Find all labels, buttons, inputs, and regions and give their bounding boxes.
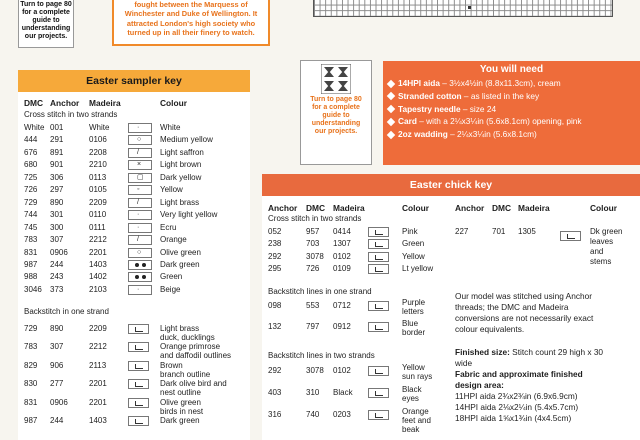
stitch-symbol-swatch (128, 148, 152, 158)
chick-dmc: 553 (306, 301, 320, 310)
finished-size-line: Finished size: Stitch count 29 high x 30 (455, 347, 604, 357)
sampler-anchor: 244 (50, 416, 64, 425)
stitch-chart-grid (313, 0, 613, 17)
sampler-colour: Brown (160, 360, 183, 370)
fabric-heading: design area: (455, 380, 504, 390)
sampler-anchor: 0906 (50, 247, 68, 257)
sampler-colour-line2: branch outline (160, 369, 211, 379)
sampler-anchor: 307 (50, 235, 64, 245)
backstitch-swatch (368, 388, 389, 398)
cross-stitch-icon (321, 64, 351, 94)
sampler-colour: Dark yellow (160, 172, 202, 182)
colour-header: Colour (160, 98, 187, 108)
sampler-colour: Light saffron (160, 147, 204, 157)
you-will-need-title: You will need (479, 64, 544, 75)
stitch-symbol-mark: ○ (137, 248, 142, 256)
sampler-dmc: 988 (24, 272, 38, 282)
material-item: 2oz wadding – 2¼x3¼in (5.6x8.1cm) (388, 128, 640, 141)
stitch-symbol-swatch (128, 210, 152, 220)
materials-list (388, 77, 640, 141)
sampler-anchor: 306 (50, 172, 64, 182)
sampler-key-title: Easter sampler key (18, 70, 250, 92)
sampler-madeira: 0110 (89, 210, 107, 220)
chick-colour: border (402, 328, 426, 337)
stitch-symbol-mark: ○ (137, 136, 142, 144)
chick-madeira: 1305 (518, 227, 536, 236)
guide-note-line: guide to (32, 17, 60, 25)
chick-madeira: Black (333, 388, 353, 397)
chick-dmc: 726 (306, 263, 320, 273)
stitch-symbol-swatch (128, 198, 152, 208)
sampler-madeira: 2210 (89, 160, 107, 170)
sampler-madeira: 2209 (89, 197, 107, 207)
model-note-line: Our model was stitched using Anchor (455, 291, 592, 301)
chick-madeira: 1307 (333, 239, 351, 249)
sampler-dmc: White (24, 123, 45, 132)
stitch-symbol-swatch (128, 260, 152, 270)
guide-note-line: guide to (322, 112, 350, 120)
backstitch-swatch (368, 366, 389, 376)
chick-colour: Black (402, 385, 422, 394)
chick-anchor: 238 (268, 239, 282, 249)
chick-symbol-swatch (368, 227, 389, 237)
fabric-option: 11HPI aida 2¾x2¾in (6.9x6.9cm) (455, 391, 578, 401)
chick-dmc: 310 (306, 388, 320, 397)
madeira-header: Madeira (518, 203, 550, 213)
chick-colour: beak (402, 425, 420, 434)
story-line: Winchester and Duke of Wellington. It (124, 9, 258, 19)
sampler-colour: Yellow (160, 185, 183, 195)
sampler-colour: Green (160, 272, 183, 282)
chick-colour: Pink (402, 227, 418, 236)
material-item: Tapestry needle – size 24 (388, 103, 640, 116)
sampler-madeira: 2113 (89, 360, 107, 370)
chick-symbol-swatch (368, 252, 389, 262)
sampler-dmc: 725 (24, 172, 38, 182)
chick-colour: Yellow (402, 363, 425, 372)
sampler-anchor: 243 (50, 272, 64, 282)
chick-dmc: 3078 (306, 366, 324, 375)
fabric-option: 14HPI aida 2⅛x2¼in (5.4x5.7cm) (455, 402, 579, 412)
sampler-anchor: 307 (50, 342, 64, 352)
chick-colour: Orange (402, 407, 429, 416)
diamond-bullet-icon (387, 118, 395, 126)
sampler-colour: Light brass (160, 324, 200, 333)
chick-colour: feet and (402, 416, 431, 425)
chick-colour: Purple (402, 298, 426, 307)
sampler-colour: Olive green (160, 247, 201, 257)
stitch-symbol-swatch (128, 235, 152, 245)
stitch-symbol-mark: · (137, 124, 140, 131)
stitch-symbol-swatch (128, 223, 152, 233)
sampler-dmc: 3046 (24, 284, 42, 294)
colour-header: Colour (402, 203, 429, 213)
guide-note-line: Turn to page 80 (20, 1, 72, 8)
finished-size-line2: wide (455, 358, 473, 368)
chick-colour: eyes (402, 394, 419, 403)
guide-note-line: understanding (21, 25, 71, 33)
guide-note-line: our projects. (314, 128, 358, 136)
chick-madeira: 0109 (333, 263, 351, 273)
sampler-anchor: 291 (50, 135, 64, 145)
chick-section-backstitch-two: Backstitch lines in two strands (268, 351, 375, 360)
chick-madeira: 0712 (333, 301, 351, 310)
sampler-madeira: White (89, 123, 110, 132)
sampler-anchor: 890 (50, 324, 64, 333)
chick-dmc: 797 (306, 322, 320, 331)
sampler-colour: Medium yellow (160, 135, 213, 145)
chick-colour: Dk green (590, 227, 623, 236)
guide-note-top (18, 0, 74, 48)
guide-note-line: our projects. (24, 33, 68, 41)
sampler-dmc: 831 (24, 247, 38, 257)
diamond-bullet-icon (387, 105, 395, 113)
sampler-colour: Light brown (160, 160, 202, 170)
chick-anchor: 403 (268, 388, 282, 397)
backstitch-swatch (560, 231, 581, 241)
stitch-symbol-mark: × (137, 161, 142, 169)
chick-anchor: 052 (268, 227, 282, 236)
model-note-line: colour equivalents. (455, 324, 525, 334)
model-note-line: threads; the DMC and Madeira (455, 302, 569, 312)
guide-note-line: Turn to page 80 (310, 96, 362, 103)
chick-anchor: 295 (268, 263, 282, 273)
sampler-dmc: 987 (24, 259, 38, 269)
stitch-symbol-mark: / (137, 236, 139, 244)
top-story-note (112, 0, 270, 46)
chick-colour: leaves (590, 237, 614, 246)
chick-colour: Blue (402, 319, 419, 328)
sampler-section-backstitch: Backstitch in one strand (24, 307, 109, 316)
chick-section-backstitch-one: Backstitch lines in one strand (268, 287, 372, 296)
sampler-colour: Ecru (160, 222, 177, 232)
chick-madeira: 0102 (333, 366, 351, 375)
stitch-symbol-mark: / (137, 198, 139, 206)
sampler-colour: Dark green (160, 259, 200, 269)
sampler-madeira: 2208 (89, 147, 107, 157)
anchor-header: Anchor (455, 203, 485, 213)
backstitch-swatch (368, 301, 389, 311)
sampler-colour: Beige (160, 284, 181, 294)
stitch-symbol-mark: / (137, 148, 139, 156)
sampler-dmc: 444 (24, 135, 38, 145)
sampler-colour: Orange (160, 235, 187, 245)
anchor-header: Anchor (50, 98, 80, 108)
sampler-dmc: 829 (24, 360, 38, 370)
sampler-colour: Olive green (160, 397, 201, 407)
material-item: 14HPI aida – 3½x4½in (8.8x11.3cm), cream (388, 77, 640, 90)
sampler-anchor: 277 (50, 379, 64, 389)
dmc-header: DMC (492, 203, 512, 213)
sampler-anchor: 300 (50, 222, 64, 232)
anchor-header: Anchor (268, 203, 298, 213)
sampler-colour-line2: nest outline (160, 388, 201, 398)
material-item: Card – with a 2¼x3¼in (5.6x8.1cm) opening, pink (388, 115, 640, 128)
story-line: turned up in all their finery to watch. (127, 28, 255, 38)
stitch-symbol-dot (142, 263, 146, 267)
sampler-dmc: 726 (24, 185, 38, 195)
sampler-madeira: 2201 (89, 379, 107, 389)
stitch-symbol-mark: ◦ (137, 186, 140, 194)
sampler-anchor: 297 (50, 185, 64, 195)
sampler-madeira: 2201 (89, 247, 107, 257)
sampler-dmc: 729 (24, 324, 38, 333)
sampler-dmc: 830 (24, 379, 38, 389)
stitch-symbol-swatch (128, 123, 152, 133)
chick-symbol-swatch (368, 239, 389, 249)
stitch-symbol-swatch (128, 185, 152, 195)
sampler-colour-line2: duck, ducklings (160, 333, 215, 342)
sampler-anchor: 373 (50, 284, 64, 294)
chick-anchor: 098 (268, 301, 282, 310)
chick-colour: Lt yellow (402, 263, 434, 273)
story-line: fought between the Marquess of (134, 0, 248, 9)
sampler-madeira: 2209 (89, 324, 107, 333)
guide-note-line: understanding (311, 120, 361, 128)
chick-anchor: 292 (268, 366, 282, 375)
stitch-symbol-mark: · (137, 285, 140, 293)
sampler-madeira: 0105 (89, 185, 107, 195)
chick-dmc: 3078 (306, 251, 324, 261)
madeira-header: Madeira (333, 203, 365, 213)
chick-madeira: 0203 (333, 410, 351, 419)
fabric-heading: Fabric and approximate finished (455, 369, 583, 379)
backstitch-swatch (128, 379, 149, 389)
madeira-header: Madeira (89, 98, 121, 108)
chick-section-cross: Cross stitch in two strands (268, 214, 362, 223)
story-line: attracted London's high society who (126, 18, 256, 28)
chick-dmc: 703 (306, 239, 320, 249)
backstitch-swatch (128, 416, 149, 426)
chick-colour: sun rays (402, 372, 433, 381)
sampler-colour: Dark olive bird and (160, 379, 227, 389)
sampler-dmc: 744 (24, 210, 38, 220)
sampler-anchor: 0906 (50, 397, 68, 407)
backstitch-swatch (368, 322, 389, 332)
chick-anchor: 292 (268, 251, 282, 261)
sampler-anchor: 301 (50, 210, 64, 220)
sampler-madeira: 2212 (89, 235, 107, 245)
sampler-anchor: 890 (50, 197, 64, 207)
backstitch-swatch (128, 361, 149, 371)
chick-symbol-swatch (368, 264, 389, 274)
sampler-madeira: 0113 (89, 172, 107, 182)
sampler-dmc: 729 (24, 197, 38, 207)
chick-colour: Green (402, 239, 425, 249)
stitch-symbol-dot (135, 263, 139, 267)
sampler-madeira: 1403 (89, 416, 107, 425)
chick-dmc: 740 (306, 410, 320, 419)
chick-madeira: 0102 (333, 251, 351, 261)
diamond-bullet-icon (387, 92, 395, 100)
sampler-colour: Very light yellow (160, 210, 218, 220)
sampler-madeira: 0106 (89, 135, 107, 145)
sampler-madeira: 1403 (89, 259, 107, 269)
sampler-dmc: 783 (24, 235, 38, 245)
sampler-anchor: 906 (50, 360, 64, 370)
sampler-colour: Dark green (160, 416, 200, 425)
dmc-header: DMC (24, 98, 44, 108)
stitch-symbol-mark: · (137, 223, 140, 231)
backstitch-swatch (368, 410, 389, 420)
sampler-colour: White (160, 123, 181, 132)
chart-center-mark (468, 6, 471, 9)
backstitch-swatch (128, 324, 149, 334)
backstitch-swatch (128, 342, 149, 352)
diamond-bullet-icon (387, 130, 395, 138)
chick-colour: Yellow (402, 251, 425, 261)
stitch-symbol-mark: · (137, 211, 140, 219)
sampler-madeira: 2212 (89, 342, 107, 352)
guide-note-line: for a complete (22, 9, 70, 17)
you-will-need-box (383, 61, 640, 165)
stitch-symbol-mark: ▢ (137, 173, 144, 181)
chick-anchor: 316 (268, 410, 282, 419)
stitch-symbol-swatch (128, 272, 152, 282)
chick-madeira: 0414 (333, 227, 351, 236)
model-note-line: conversions are not necessarily exact (455, 313, 594, 323)
sampler-colour-line2: and daffodil outlines (160, 351, 232, 361)
sampler-anchor: 244 (50, 259, 64, 269)
sampler-madeira: 2201 (89, 397, 107, 407)
chick-anchor: 132 (268, 322, 282, 331)
sampler-dmc: 745 (24, 222, 38, 232)
chick-colour: and (590, 247, 604, 256)
chick-colour: stems (590, 257, 612, 266)
chick-anchor: 227 (455, 227, 469, 236)
sampler-anchor: 901 (50, 160, 64, 170)
sampler-madeira: 1402 (89, 272, 107, 282)
backstitch-swatch (128, 398, 149, 408)
stitch-symbol-swatch (128, 285, 152, 295)
sampler-colour: Orange primrose (160, 342, 221, 352)
sampler-dmc: 831 (24, 397, 38, 407)
sampler-dmc: 680 (24, 160, 38, 170)
colour-header: Colour (590, 203, 617, 213)
sampler-anchor: 891 (50, 147, 64, 157)
sampler-madeira: 0111 (89, 222, 106, 232)
sampler-anchor: 001 (50, 123, 64, 132)
sampler-section-cross: Cross stitch in two strands (24, 110, 118, 119)
sampler-madeira: 2103 (89, 284, 107, 294)
sampler-colour-line2: birds in nest (160, 406, 204, 416)
sampler-dmc: 676 (24, 147, 38, 157)
chick-key-title: Easter chick key (262, 174, 640, 196)
chick-dmc: 701 (492, 227, 506, 236)
fabric-option: 18HPI aida 1⅝x1¾in (4x4.5cm) (455, 413, 572, 423)
sampler-dmc: 783 (24, 342, 38, 352)
guide-note-middle (300, 60, 372, 165)
material-item: Stranded cotton – as listed in the key (388, 90, 640, 103)
chick-colour: letters (402, 307, 424, 316)
chick-madeira: 0912 (333, 322, 351, 331)
chick-dmc: 957 (306, 227, 320, 236)
dmc-header: DMC (306, 203, 326, 213)
sampler-colour: Light brass (160, 197, 200, 207)
guide-note-line: for a complete (312, 104, 360, 112)
sampler-dmc: 987 (24, 416, 38, 425)
diamond-bullet-icon (387, 79, 395, 87)
